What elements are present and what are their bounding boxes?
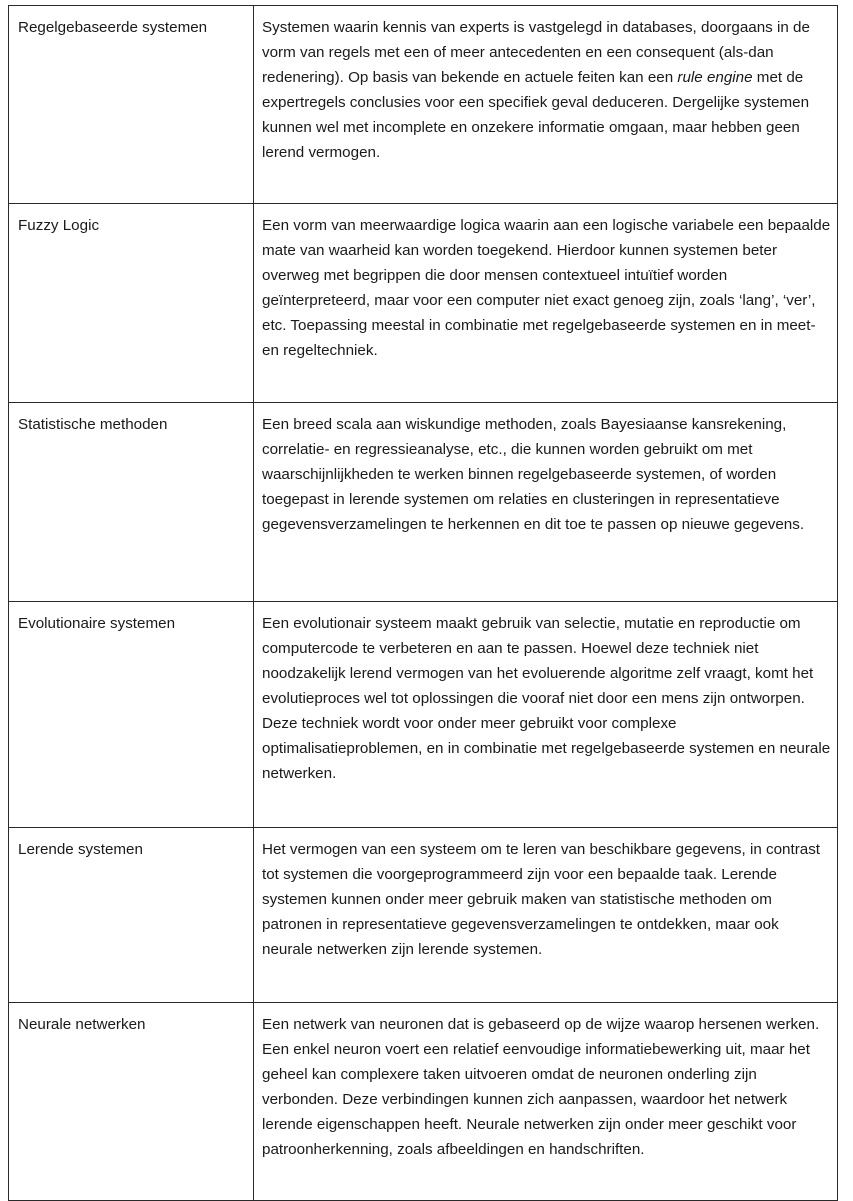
table-row: [9, 828, 838, 1003]
term-cell: Fuzzy Logic: [9, 204, 254, 403]
description-cell: [254, 6, 838, 204]
term-cell: Regelgebaseerde systemen: [9, 6, 254, 204]
description-italic-term: rule engine: [677, 69, 753, 86]
description-text: Systemen waarin kennis van experts is vastgelegd in databases, doorgaans in de vorm van regels met een of meer antecedenten en een consequent (als-dan redenering). Op basis van bekende en actuele feiten kan een: [262, 19, 810, 86]
term-cell: Evolutionaire systemen: [9, 602, 254, 828]
table-row: [9, 602, 838, 828]
description-cell: Een netwerk van neuronen dat is gebaseerd op de wijze waarop hersenen werken. Een enkel neuron voert een relatief eenvoudige informatiebewerking uit, maar het geheel kan complexere taken uitvoeren omdat de neuronen onderling zijn verbonden. Deze verbindingen kunnen zich aanpassen, waardoor het netwerk lerende eigenschappen heeft. Neurale netwerken zijn onder meer geschikt voor patroonherkenning, zoals afbeeldingen en handschriften.: [254, 1003, 838, 1201]
table-row: [9, 403, 838, 602]
table-row: [9, 204, 838, 403]
definitions-table: [8, 5, 838, 1201]
term-cell: Lerende systemen: [9, 828, 254, 1003]
description-cell: Een vorm van meerwaardige logica waarin aan een logische variabele een bepaalde mate van waarheid kan worden toegekend. Hierdoor kunnen systemen beter overweg met begrippen die door mensen contextueel intuïtief worden geïnterpreteerd, maar voor een computer niet exact genoeg zijn, zoals ‘lang’, ‘ver’, etc. Toepassing meestal in combinatie met regelgebaseerde systemen en in meet- en regeltechniek.: [254, 204, 838, 403]
term-cell: Statistische methoden: [9, 403, 254, 602]
table-row: [9, 1003, 838, 1201]
term-cell: Neurale netwerken: [9, 1003, 254, 1201]
description-cell: Een evolutionair systeem maakt gebruik van selectie, mutatie en reproductie om computercode te verbeteren en aan te passen. Hoewel deze techniek niet noodzakelijk lerend vermogen van het evoluerende algoritme zelf vraagt, komt het evolutieproces wel tot oplossingen die vooraf niet door een mens zijn ontworpen. Deze techniek wordt voor onder meer gebruikt voor complexe optimalisatieproblemen, en in combinatie met regelgebaseerde systemen en neurale netwerken.: [254, 602, 838, 828]
description-text: met de expertregels conclusies voor een specifiek geval deduceren. Dergelijke systemen kunnen wel met incomplete en onzekere informatie omgaan, maar hebben geen lerend vermogen.: [262, 69, 810, 161]
description-cell: Een breed scala aan wiskundige methoden, zoals Bayesiaanse kansrekening, correlatie- en regressieanalyse, etc., die kunnen worden gebruikt om met waarschijnlijkheden te werken binnen regelgebaseerde systemen, of worden toegepast in lerende systemen om relaties en clusteringen in representatieve gegevensverzamelingen te herkennen en dit toe te passen op nieuwe gegevens.: [254, 403, 838, 602]
description-cell: Het vermogen van een systeem om te leren van beschikbare gegevens, in contrast tot systemen die voorgeprogrammeerd zijn voor een bepaalde taak. Lerende systemen kunnen onder meer gebruik maken van statistische methoden om patronen in representatieve gegevensverzamelingen te ontdekken, maar ook neurale netwerken zijn lerende systemen.: [254, 828, 838, 1003]
table-row: [9, 6, 838, 204]
